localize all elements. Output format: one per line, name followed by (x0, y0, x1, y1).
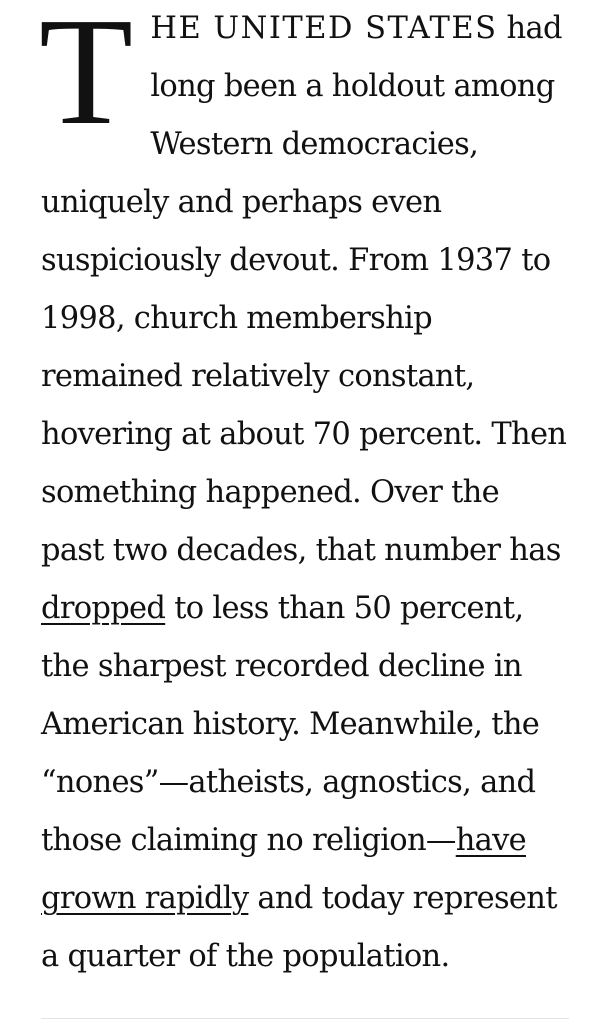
article-paragraph (41, 0, 569, 986)
paragraph-text: and today represent a quarter of the population. (41, 881, 557, 974)
drop-cap: T (39, 0, 133, 157)
link-dropped[interactable]: dropped (41, 591, 166, 626)
paragraph-text: to less than 50 percent, the sharpest recorded decline in American history. Meanwhile, the “nones”—atheists, agnostics, and those claiming no religion— (41, 591, 540, 858)
divider (41, 1018, 569, 1019)
article-body (41, 0, 569, 986)
link-have-grown-rapidly[interactable]: have grown rapidly (41, 823, 527, 916)
lead-smallcaps: HE UNITED STATES (150, 11, 498, 46)
paragraph-text: had long been a holdout among Western democracies, uniquely and perhaps even suspiciously devout. From 1937 to 1998, church membership remained relatively constant, hovering at about 70 percent. Then something happened. Over the past two decades, that number has (41, 11, 567, 568)
